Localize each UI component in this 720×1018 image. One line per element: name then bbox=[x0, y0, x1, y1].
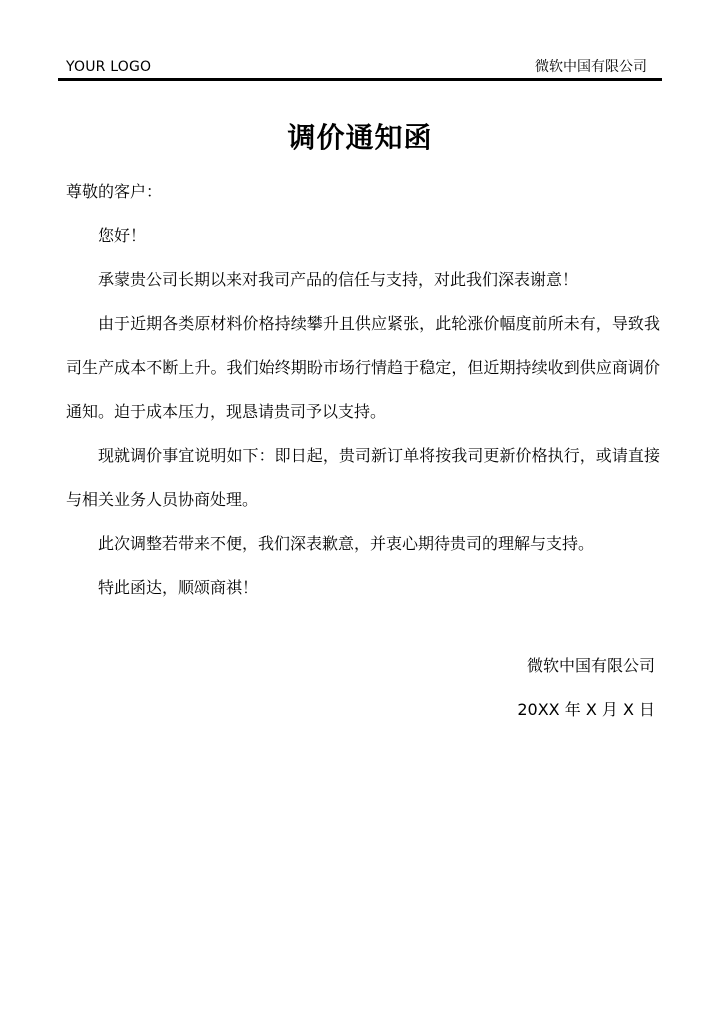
paragraph-reason: 由于近期各类原材料价格持续攀升且供应紧张，此轮涨价幅度前所未有，导致我司生产成本不断上升。我们始终期盼市场行情趋于稳定，但近期持续收到供应商调价通知。迫于成本压力，现恳请贵司予以支持。 bbox=[66, 314, 660, 421]
header-divider bbox=[58, 78, 662, 81]
page-header bbox=[58, 56, 662, 78]
paragraph-closing: 特此函达，顺颂商祺！ bbox=[98, 578, 259, 597]
greeting: 您好！ bbox=[98, 226, 147, 245]
salutation: 尊敬的客户： bbox=[66, 182, 163, 201]
paragraph-details: 现就调价事宜说明如下：即日起，贵司新订单将按我司更新价格执行，或请直接与相关业务人员协商处理。 bbox=[66, 446, 660, 509]
paragraph-thanks: 承蒙贵公司长期以来对我司产品的信任与支持，对此我们深表谢意！ bbox=[98, 270, 579, 289]
paragraph-apology: 此次调整若带来不便，我们深表歉意，并衷心期待贵司的理解与支持。 bbox=[98, 534, 595, 553]
signature-block bbox=[517, 644, 655, 732]
document-title: 调价通知函 bbox=[287, 121, 433, 154]
header-company-name: 微软中国有限公司 bbox=[535, 59, 647, 75]
logo-text: YOUR LOGO bbox=[66, 59, 152, 75]
letter-body bbox=[66, 170, 660, 610]
signature-date: 20XX 年 X 月 X 日 bbox=[517, 700, 655, 719]
signature-company: 微软中国有限公司 bbox=[526, 656, 655, 675]
